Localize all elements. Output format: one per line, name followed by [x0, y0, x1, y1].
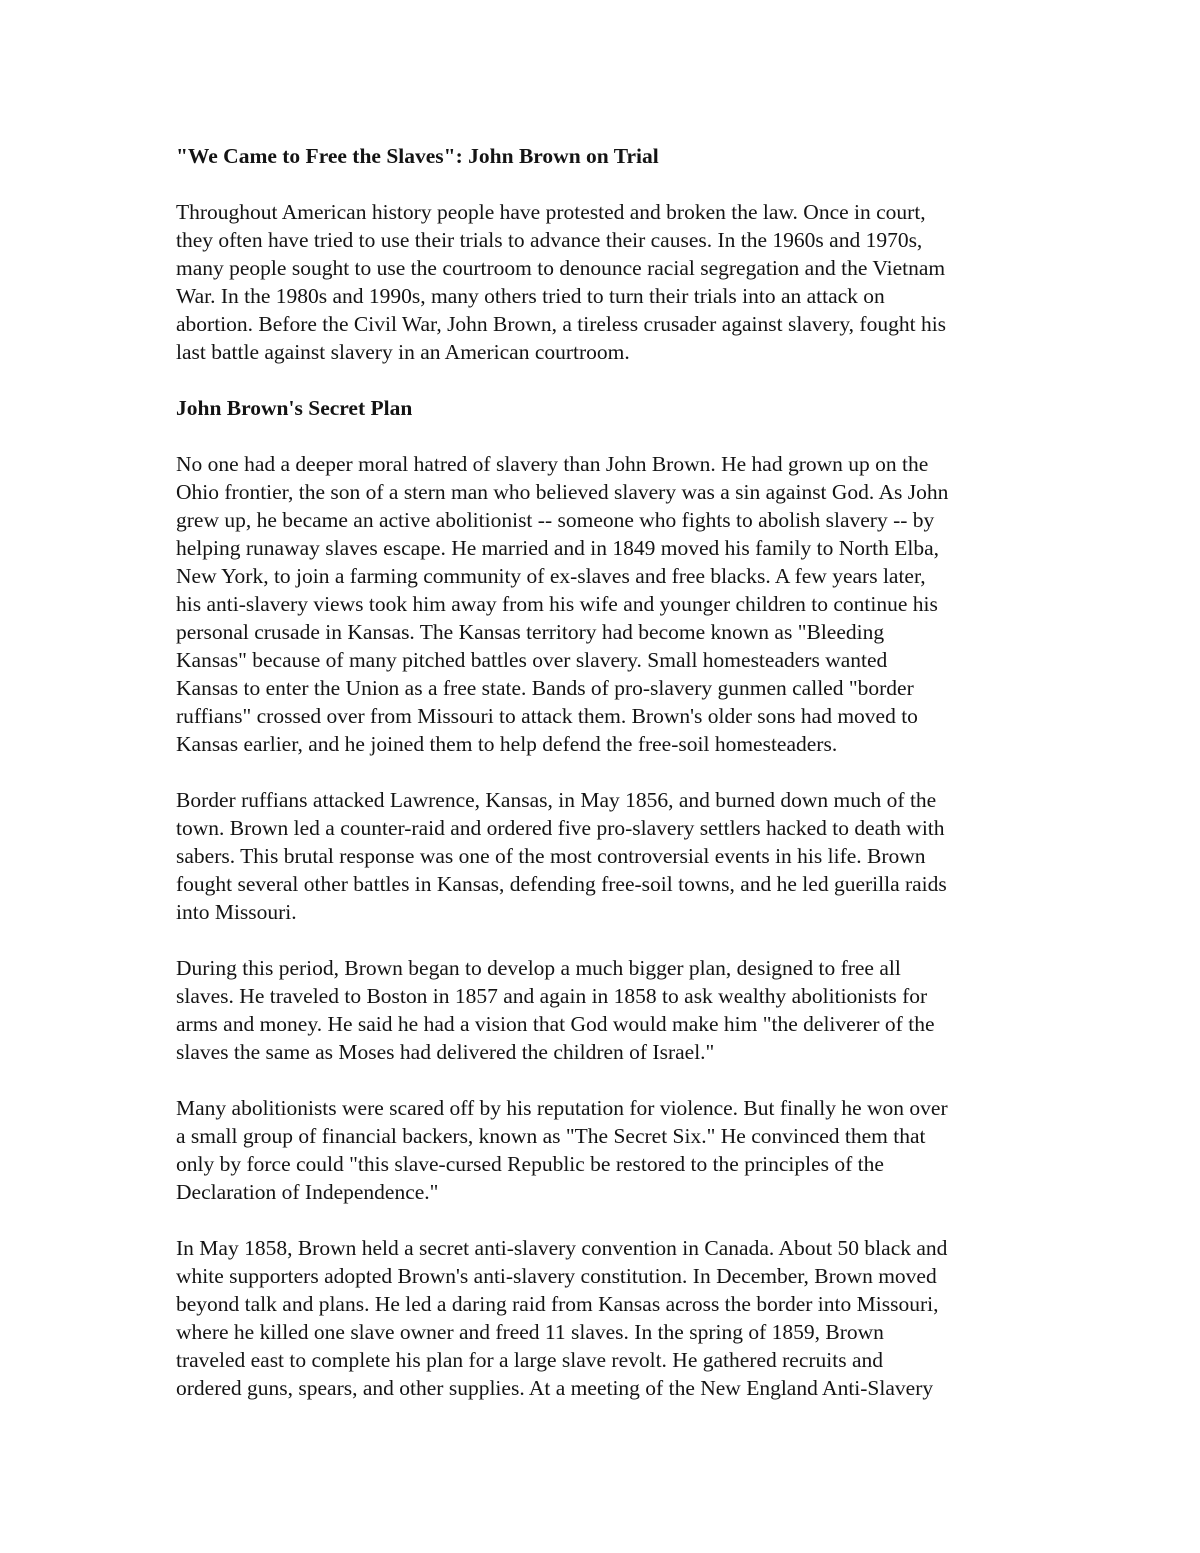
text-line: sabers. This brutal response was one of the most controversial events in his life. Brown	[176, 844, 926, 868]
text-line: War. In the 1980s and 1990s, many others tried to turn their trials into an attack on	[176, 284, 885, 308]
text-line: Many abolitionists were scared off by his reputation for violence. But finally he won over	[176, 1096, 948, 1120]
paragraph	[176, 1234, 1036, 1402]
text-line: ruffians" crossed over from Missouri to attack them. Brown's older sons had moved to	[176, 704, 918, 728]
text-line: slaves the same as Moses had delivered the children of Israel."	[176, 1040, 715, 1064]
text-line: only by force could "this slave-cursed Republic be restored to the principles of the	[176, 1152, 884, 1176]
document-title: "We Came to Free the Slaves": John Brown on Trial	[176, 144, 659, 168]
paragraph	[176, 450, 1036, 758]
text-line: town. Brown led a counter-raid and ordered five pro-slavery settlers hacked to death with	[176, 816, 945, 840]
text-line: No one had a deeper moral hatred of slavery than John Brown. He had grown up on the	[176, 452, 929, 476]
text-line: personal crusade in Kansas. The Kansas territory had become known as "Bleeding	[176, 620, 885, 644]
text-line: white supporters adopted Brown's anti-slavery constitution. In December, Brown moved	[176, 1264, 937, 1288]
text-line: abortion. Before the Civil War, John Brown, a tireless crusader against slavery, fought his	[176, 312, 947, 336]
text-line: slaves. He traveled to Boston in 1857 and again in 1858 to ask wealthy abolitionists for	[176, 984, 928, 1008]
text-line: many people sought to use the courtroom to denounce racial segregation and the Vietnam	[176, 256, 946, 280]
intro-paragraph	[176, 198, 1036, 366]
text-line: Kansas" because of many pitched battles over slavery. Small homesteaders wanted	[176, 648, 888, 672]
text-line: New York, to join a farming community of ex-slaves and free blacks. A few years later,	[176, 564, 926, 588]
text-line: In May 1858, Brown held a secret anti-slavery convention in Canada. About 50 black and	[176, 1236, 948, 1260]
text-line: Throughout American history people have protested and broken the law. Once in court,	[176, 200, 926, 224]
text-line: into Missouri.	[176, 900, 297, 924]
text-line: his anti-slavery views took him away from his wife and younger children to continue his	[176, 592, 938, 616]
text-line: grew up, he became an active abolitionist -- someone who fights to abolish slavery -- by	[176, 508, 935, 532]
text-line: beyond talk and plans. He led a daring raid from Kansas across the border into Missouri,	[176, 1292, 939, 1316]
section-heading: John Brown's Secret Plan	[176, 396, 413, 420]
text-line: last battle against slavery in an American courtroom.	[176, 340, 630, 364]
text-line: Ohio frontier, the son of a stern man who believed slavery was a sin against God. As John	[176, 480, 949, 504]
text-line: where he killed one slave owner and freed 11 slaves. In the spring of 1859, Brown	[176, 1320, 884, 1344]
paragraph	[176, 786, 1036, 926]
text-line: traveled east to complete his plan for a large slave revolt. He gathered recruits and	[176, 1348, 884, 1372]
text-line: a small group of financial backers, known as "The Secret Six." He convinced them that	[176, 1124, 926, 1148]
text-line: they often have tried to use their trials to advance their causes. In the 1960s and 1970s,	[176, 228, 923, 252]
text-line: During this period, Brown began to develop a much bigger plan, designed to free all	[176, 956, 901, 980]
text-line: Border ruffians attacked Lawrence, Kansas, in May 1856, and burned down much of the	[176, 788, 937, 812]
paragraph	[176, 954, 1036, 1066]
text-line: Kansas earlier, and he joined them to help defend the free-soil homesteaders.	[176, 732, 838, 756]
text-line: fought several other battles in Kansas, defending free-soil towns, and he led guerilla raids	[176, 872, 947, 896]
document-body	[176, 142, 1036, 1430]
text-line: helping runaway slaves escape. He married and in 1849 moved his family to North Elba,	[176, 536, 940, 560]
text-line: Declaration of Independence."	[176, 1180, 439, 1204]
text-line: ordered guns, spears, and other supplies. At a meeting of the New England Anti-Slavery	[176, 1376, 934, 1400]
paragraph	[176, 1094, 1036, 1206]
text-line: arms and money. He said he had a vision that God would make him "the deliverer of the	[176, 1012, 935, 1036]
text-line: Kansas to enter the Union as a free state. Bands of pro-slavery gunmen called "border	[176, 676, 914, 700]
